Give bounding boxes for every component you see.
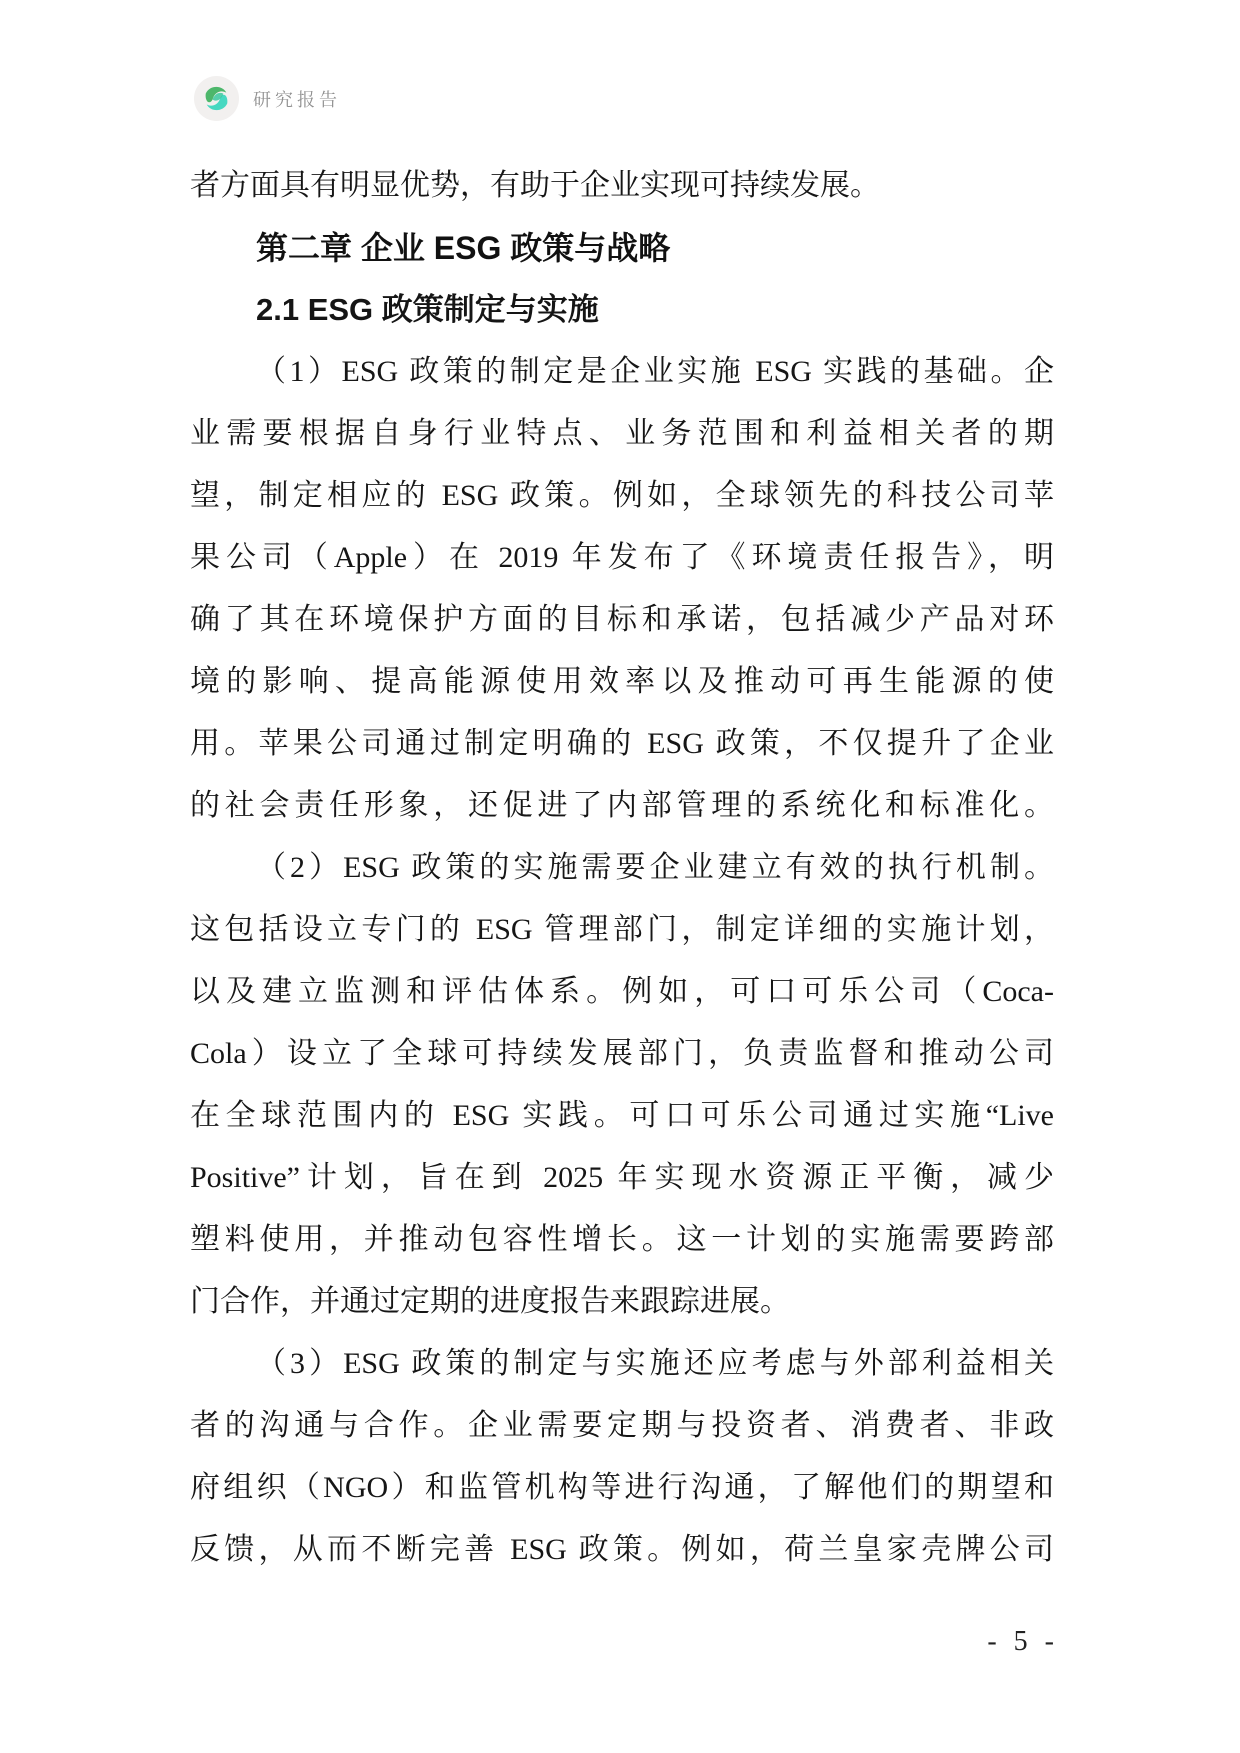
body-text-line: （1）ESG 政策的制定是企业实施 ESG 实践的基础。企 — [256, 355, 1054, 388]
body-text-line: 境的影响、提高能源使用效率以及推动可再生能源的使 — [190, 665, 1054, 698]
body-text-line: 以及建立监测和评估体系。例如，可口可乐公司（Coca- — [190, 975, 1054, 1008]
page-footer — [190, 1626, 1054, 1658]
body-text-line: Positive”计划，旨在到 2025 年实现水资源正平衡，减少 — [190, 1161, 1054, 1194]
body-text-line: 在全球范围内的 ESG 实践。可口可乐公司通过实施“Live — [190, 1099, 1054, 1132]
body-text-line: 望，制定相应的 ESG 政策。例如，全球领先的科技公司苹 — [190, 479, 1054, 512]
body-text-line: Cola）设立了全球可持续发展部门，负责监督和推动公司 — [190, 1037, 1054, 1070]
body-text-line: 的社会责任形象，还促进了内部管理的系统化和标准化。 — [190, 789, 1054, 822]
body-text-line: 反馈，从而不断完善 ESG 政策。例如，荷兰皇家壳牌公司 — [190, 1533, 1054, 1566]
chapter-heading: 第二章 企业 ESG 政策与战略 — [256, 230, 671, 266]
body-text-line: 者的沟通与合作。企业需要定期与投资者、消费者、非政 — [190, 1409, 1054, 1442]
section-heading: 2.1 ESG 政策制定与实施 — [256, 292, 599, 327]
body-text-line: 用。苹果公司通过制定明确的 ESG 政策，不仅提升了企业 — [190, 727, 1054, 760]
page-number: - 5 - — [987, 1626, 1054, 1657]
brand-name: 研究报告 — [253, 89, 341, 110]
body-text-line: （3）ESG 政策的制定与实施还应考虑与外部利益相关 — [256, 1347, 1054, 1380]
brand-logo-icon — [193, 75, 240, 122]
page-header — [193, 75, 341, 122]
body-text-line: 确了其在环境保护方面的目标和承诺，包括减少产品对环 — [190, 603, 1054, 636]
body-text-line: 塑料使用，并推动包容性增长。这一计划的实施需要跨部 — [190, 1223, 1054, 1256]
body-text-line: 业需要根据自身行业特点、业务范围和利益相关者的期 — [190, 417, 1054, 450]
body-text-line: （2）ESG 政策的实施需要企业建立有效的执行机制。 — [256, 851, 1054, 884]
document-body — [190, 155, 1054, 1581]
body-text-line: 府组织（NGO）和监管机构等进行沟通，了解他们的期望和 — [190, 1471, 1054, 1504]
body-text-line: 果公司（Apple）在 2019 年发布了《环境责任报告》，明 — [190, 541, 1054, 574]
body-text-line: 门合作，并通过定期的进度报告来跟踪进展。 — [190, 1285, 790, 1318]
body-text-line: 这包括设立专门的 ESG 管理部门，制定详细的实施计划， — [190, 913, 1054, 946]
body-text-line: 者方面具有明显优势，有助于企业实现可持续发展。 — [190, 169, 880, 202]
